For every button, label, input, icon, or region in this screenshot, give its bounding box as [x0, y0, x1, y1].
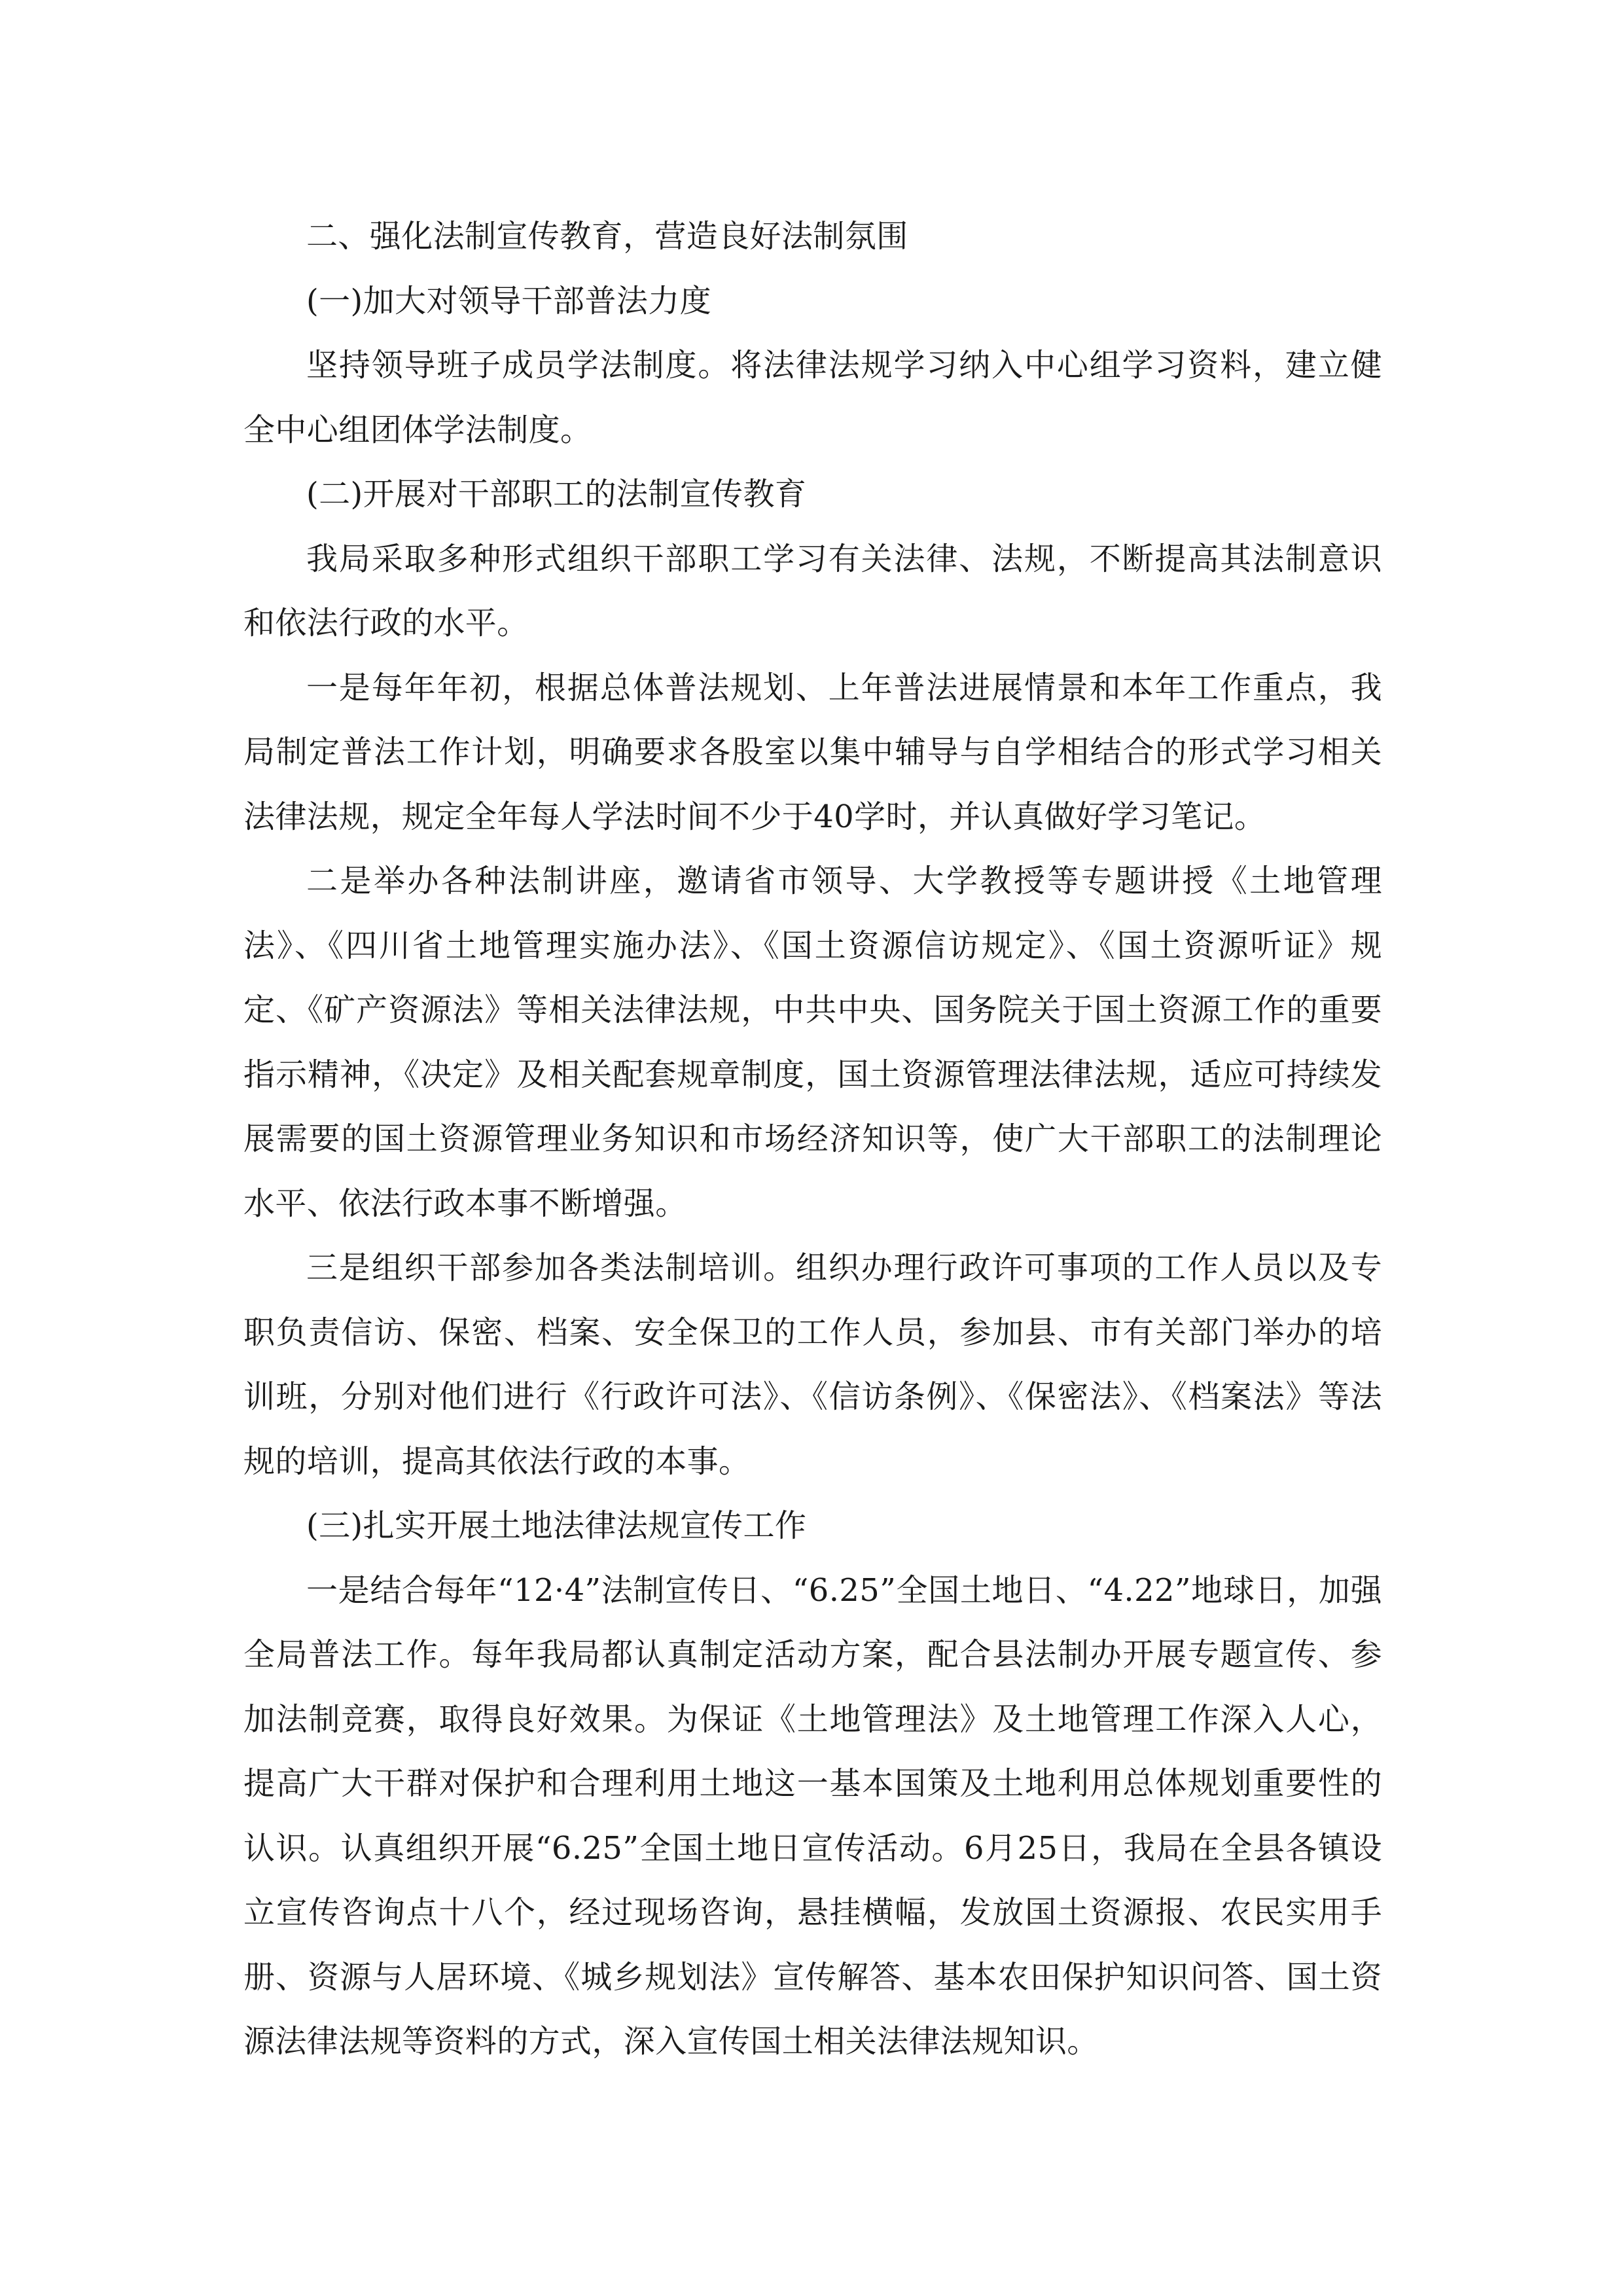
body-paragraph: 我局采取多种形式组织干部职工学习有关法律、法规，不断提高其法制意识和依法行政的水平。 — [243, 540, 1382, 641]
subsection-heading-3: (三)扎实开展土地法律法规宣传工作 — [306, 1507, 807, 1544]
subsection-heading-1: (一)加大对领导干部普法力度 — [306, 282, 712, 319]
document-body — [243, 204, 1382, 2074]
body-paragraph: 一是每年年初，根据总体普法规划、上年普法进展情景和本年工作重点，我局制定普法工作计划，明确要求各股室以集中辅导与自学相结合的形式学习相关法律法规，规定全年每人学法时间不少于40学时，并认真做好学习笔记。 — [243, 669, 1382, 835]
body-paragraph: 三是组织干部参加各类法制培训。组织办理行政许可事项的工作人员以及专职负责信访、保密、档案、安全保卫的工作人员，参加县、市有关部门举办的培训班，分别对他们进行《行政许可法》、《信访条例》、《保密法》、《档案法》等法规的培训，提高其依法行政的本事。 — [243, 1249, 1382, 1480]
body-paragraph: 坚持领导班子成员学法制度。将法律法规学习纳入中心组学习资料，建立健全中心组团体学法制度。 — [243, 347, 1382, 448]
subsection-heading-2: (二)开展对干部职工的法制宣传教育 — [306, 476, 807, 512]
body-paragraph: 一是结合每年“12·4”法制宣传日、“6.25”全国土地日、“4.22”地球日，加强全局普法工作。每年我局都认真制定活动方案，配合县法制办开展专题宣传、参加法制竞赛，取得良好效果。为保证《土地管理法》及土地管理工作深入人心，提高广大干群对保护和合理利用土地这一基本国策及土地利用总体规划重要性的认识。认真组织开展“6.25”全国土地日宣传活动。6月25日，我局在全县各镇设立宣传咨询点十八个，经过现场咨询，悬挂横幅，发放国土资源报、农民实用手册、资源与人居环境、《城乡规划法》宣传解答、基本农田保护知识问答、国土资源法律法规等资料的方式，深入宣传国土相关法律法规知识。 — [243, 1571, 1382, 2060]
body-paragraph: 二是举办各种法制讲座，邀请省市领导、大学教授等专题讲授《土地管理法》、《四川省土地管理实施办法》、《国土资源信访规定》、《国土资源听证》规定、《矿产资源法》等相关法律法规，中共中央、国务院关于国土资源工作的重要指示精神，《决定》及相关配套规章制度，国土资源管理法律法规，适应可持续发展需要的国土资源管理业务知识和市场经济知识等，使广大干部职工的法制理论水平、依法行政本事不断增强。 — [243, 863, 1382, 1222]
section-heading: 二、强化法制宣传教育，营造良好法制氛围 — [306, 218, 908, 255]
